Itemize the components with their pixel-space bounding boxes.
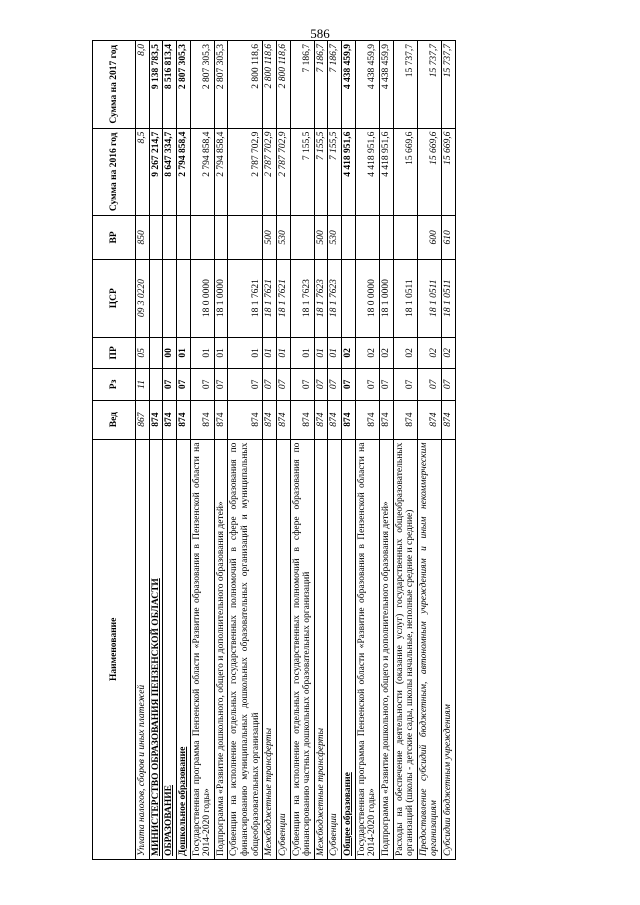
cell-vr xyxy=(393,216,417,260)
cell-rz: 11 xyxy=(136,369,150,401)
cell-csr: 18 1 7621 xyxy=(228,259,263,337)
cell-name: МИНИСТЕРСТВО ОБРАЗОВАНИЯ ПЕНЗЕНСКОЙ ОБЛАСТИ xyxy=(149,439,163,859)
cell-ved: 874 xyxy=(149,400,163,439)
table-row xyxy=(228,41,263,860)
cell-sum-2017: 15 737,7 xyxy=(393,41,417,129)
cell-ved: 874 xyxy=(355,400,379,439)
table-row xyxy=(276,41,290,860)
cell-sum-2016: 7 155,5 xyxy=(314,128,328,215)
cell-rz: 07 xyxy=(417,369,441,401)
cell-pr: 02 xyxy=(417,337,441,369)
cell-name: Общее образование xyxy=(342,439,356,859)
header-sum-2016: Сумма на 2016 год xyxy=(93,128,136,215)
cell-sum-2016: 9 267 214,7 xyxy=(149,128,163,215)
cell-csr: 18 1 7621 xyxy=(276,259,290,337)
cell-vr xyxy=(163,216,177,260)
cell-sum-2017: 8,0 xyxy=(136,41,150,129)
cell-name: Субвенции xyxy=(276,439,290,859)
cell-csr: 09 3 0220 xyxy=(136,259,150,337)
cell-rz: 07 xyxy=(379,369,393,401)
cell-ved: 874 xyxy=(276,400,290,439)
cell-ved: 874 xyxy=(442,400,456,439)
cell-pr: 01 xyxy=(276,337,290,369)
cell-rz: 07 xyxy=(228,369,263,401)
cell-rz: 07 xyxy=(314,369,328,401)
cell-sum-2017: 2 800 118,6 xyxy=(263,41,277,129)
cell-csr: 18 1 7623 xyxy=(328,259,342,337)
cell-name: Предоставление субсидий бюджетным, автономным учреждениям и иным некоммерческим организациям xyxy=(417,439,441,859)
cell-csr: 18 1 0000 xyxy=(214,259,228,337)
cell-sum-2017: 7 186,7 xyxy=(314,41,328,129)
cell-pr: 01 xyxy=(190,337,214,369)
cell-csr: 18 1 0000 xyxy=(379,259,393,337)
cell-sum-2016: 2 787 702,9 xyxy=(263,128,277,215)
cell-sum-2017: 15 737,7 xyxy=(417,41,441,129)
cell-sum-2017: 8 516 813,4 xyxy=(163,41,177,129)
cell-sum-2017: 2 807 305,3 xyxy=(214,41,228,129)
cell-rz: 07 xyxy=(442,369,456,401)
table-row xyxy=(393,41,417,860)
cell-pr xyxy=(149,337,163,369)
cell-rz: 07 xyxy=(342,369,356,401)
cell-vr xyxy=(342,216,356,260)
cell-sum-2016: 15 669,6 xyxy=(442,128,456,215)
cell-rz: 07 xyxy=(214,369,228,401)
cell-csr xyxy=(176,259,190,337)
cell-ved: 874 xyxy=(228,400,263,439)
cell-sum-2016: 2 794 858,4 xyxy=(214,128,228,215)
cell-vr xyxy=(379,216,393,260)
cell-sum-2017: 4 438 459,9 xyxy=(355,41,379,129)
cell-ved: 874 xyxy=(176,400,190,439)
cell-vr: 600 xyxy=(417,216,441,260)
cell-pr: 05 xyxy=(136,337,150,369)
cell-ved: 874 xyxy=(328,400,342,439)
table-row xyxy=(442,41,456,860)
header-csr: ЦСР xyxy=(93,259,136,337)
cell-pr: 01 xyxy=(290,337,314,369)
cell-rz xyxy=(149,369,163,401)
cell-sum-2017: 2 800 118,6 xyxy=(276,41,290,129)
cell-sum-2016: 7 155,5 xyxy=(328,128,342,215)
table-header-row xyxy=(93,41,136,860)
cell-vr: 500 xyxy=(263,216,277,260)
cell-vr: 850 xyxy=(136,216,150,260)
cell-pr: 02 xyxy=(379,337,393,369)
table-row xyxy=(163,41,177,860)
cell-sum-2016: 8 647 334,7 xyxy=(163,128,177,215)
cell-csr xyxy=(149,259,163,337)
table-row xyxy=(417,41,441,860)
cell-pr: 00 xyxy=(163,337,177,369)
table-body xyxy=(136,41,456,860)
cell-pr: 01 xyxy=(263,337,277,369)
cell-pr: 01 xyxy=(214,337,228,369)
cell-ved: 874 xyxy=(417,400,441,439)
cell-pr: 02 xyxy=(393,337,417,369)
cell-name: Межбюджетные трансферты xyxy=(263,439,277,859)
cell-pr: 02 xyxy=(342,337,356,369)
cell-csr: 18 1 0511 xyxy=(393,259,417,337)
cell-vr xyxy=(228,216,263,260)
cell-rz: 07 xyxy=(328,369,342,401)
cell-sum-2017: 2 807 305,3 xyxy=(190,41,214,129)
cell-name: Субсидии бюджетным учреждениям xyxy=(442,439,456,859)
header-name: Наименование xyxy=(93,439,136,859)
cell-ved: 874 xyxy=(190,400,214,439)
cell-sum-2017: 4 438 459,9 xyxy=(379,41,393,129)
table-row xyxy=(263,41,277,860)
cell-csr: 18 0 0000 xyxy=(190,259,214,337)
cell-ved: 874 xyxy=(214,400,228,439)
cell-sum-2016: 4 418 951,6 xyxy=(379,128,393,215)
budget-table xyxy=(92,40,456,860)
cell-rz: 07 xyxy=(393,369,417,401)
cell-csr: 18 1 7623 xyxy=(314,259,328,337)
cell-ved: 874 xyxy=(163,400,177,439)
cell-sum-2016: 2 787 702,9 xyxy=(228,128,263,215)
cell-ved: 874 xyxy=(379,400,393,439)
cell-vr: 610 xyxy=(442,216,456,260)
cell-rz: 07 xyxy=(190,369,214,401)
cell-name: Государственная программа Пензенской области «Развитие образования в Пензенской области на 2014-2020 годы» xyxy=(190,439,214,859)
cell-vr: 530 xyxy=(276,216,290,260)
cell-name: ОБРАЗОВАНИЕ xyxy=(163,439,177,859)
table-row xyxy=(149,41,163,860)
cell-vr xyxy=(149,216,163,260)
cell-sum-2016: 15 669,6 xyxy=(393,128,417,215)
cell-name: Государственная программа Пензенской области «Развитие образования в Пензенской области на 2014-2020 годы» xyxy=(355,439,379,859)
cell-sum-2016: 4 418 951,6 xyxy=(342,128,356,215)
cell-vr xyxy=(290,216,314,260)
cell-vr xyxy=(214,216,228,260)
cell-pr: 01 xyxy=(328,337,342,369)
cell-name: Субвенции на исполнение отдельных государственных полномочий в сфере образования по финансированию частных дошкольных образовательных организаций xyxy=(290,439,314,859)
cell-csr xyxy=(342,259,356,337)
header-sum-2017: Сумма на 2017 год xyxy=(93,41,136,129)
table-row xyxy=(342,41,356,860)
cell-sum-2016: 4 418 951,6 xyxy=(355,128,379,215)
cell-name: Субвенции xyxy=(328,439,342,859)
cell-vr: 500 xyxy=(314,216,328,260)
cell-ved: 874 xyxy=(393,400,417,439)
table-row xyxy=(176,41,190,860)
table-row xyxy=(314,41,328,860)
header-pr: ПР xyxy=(93,337,136,369)
cell-name: Расходы на обеспечение деятельности (оказание услуг) государственных общеобразовательных организаций (школы - детские сады, школы начальные, неполные средние и средние) xyxy=(393,439,417,859)
cell-name: Субвенции на исполнение отдельных государственных полномочий в сфере образования по финансированию муниципальных дошкольных образовательных организаций и муниципальных общеобразовательных организаций xyxy=(228,439,263,859)
table-row xyxy=(328,41,342,860)
cell-sum-2017: 15 737,7 xyxy=(442,41,456,129)
table-row xyxy=(214,41,228,860)
cell-ved: 874 xyxy=(342,400,356,439)
cell-rz: 07 xyxy=(163,369,177,401)
cell-name: Подпрограмма «Развитие дошкольного, общего и дополнительного образования детей» xyxy=(214,439,228,859)
cell-vr xyxy=(176,216,190,260)
cell-sum-2016: 15 669,6 xyxy=(417,128,441,215)
cell-sum-2017: 9 138 783,5 xyxy=(149,41,163,129)
table-row xyxy=(290,41,314,860)
cell-ved: 874 xyxy=(263,400,277,439)
cell-ved: 874 xyxy=(314,400,328,439)
table-row xyxy=(136,41,150,860)
cell-pr: 02 xyxy=(442,337,456,369)
cell-pr: 01 xyxy=(314,337,328,369)
cell-rz: 07 xyxy=(276,369,290,401)
cell-sum-2017: 2 800 118,6 xyxy=(228,41,263,129)
cell-name: Дошкольное образование xyxy=(176,439,190,859)
cell-sum-2016: 2 787 702,9 xyxy=(276,128,290,215)
cell-sum-2017: 2 807 305,3 xyxy=(176,41,190,129)
cell-vr: 530 xyxy=(328,216,342,260)
cell-name: Уплата налогов, сборов и иных платежей xyxy=(136,439,150,859)
cell-vr xyxy=(355,216,379,260)
cell-csr xyxy=(163,259,177,337)
cell-sum-2016: 2 794 858,4 xyxy=(176,128,190,215)
cell-sum-2017: 7 186,7 xyxy=(290,41,314,129)
cell-name: Подпрограмма «Развитие дошкольного, общего и дополнительного образования детей» xyxy=(379,439,393,859)
cell-csr: 18 1 7623 xyxy=(290,259,314,337)
cell-sum-2017: 4 438 459,9 xyxy=(342,41,356,129)
cell-sum-2017: 7 186,7 xyxy=(328,41,342,129)
cell-name: Межбюджетные трансферты xyxy=(314,439,328,859)
page-number: 586 xyxy=(310,26,330,41)
cell-csr: 18 1 0511 xyxy=(442,259,456,337)
cell-rz: 07 xyxy=(176,369,190,401)
cell-csr: 18 1 7621 xyxy=(263,259,277,337)
table-row xyxy=(355,41,379,860)
header-ved: Вед xyxy=(93,400,136,439)
cell-rz: 07 xyxy=(263,369,277,401)
cell-sum-2016: 2 794 858,4 xyxy=(190,128,214,215)
cell-ved: 874 xyxy=(290,400,314,439)
header-vr: ВР xyxy=(93,216,136,260)
cell-sum-2016: 7 155,5 xyxy=(290,128,314,215)
cell-csr: 18 0 0000 xyxy=(355,259,379,337)
cell-sum-2016: 8,5 xyxy=(136,128,150,215)
cell-rz: 07 xyxy=(290,369,314,401)
header-rz: Рз xyxy=(93,369,136,401)
cell-csr: 18 1 0511 xyxy=(417,259,441,337)
cell-rz: 07 xyxy=(355,369,379,401)
table-row xyxy=(190,41,214,860)
cell-ved: 867 xyxy=(136,400,150,439)
table-row xyxy=(379,41,393,860)
cell-vr xyxy=(190,216,214,260)
cell-pr: 01 xyxy=(228,337,263,369)
cell-pr: 01 xyxy=(176,337,190,369)
rotated-table-container xyxy=(92,40,562,860)
cell-pr: 02 xyxy=(355,337,379,369)
